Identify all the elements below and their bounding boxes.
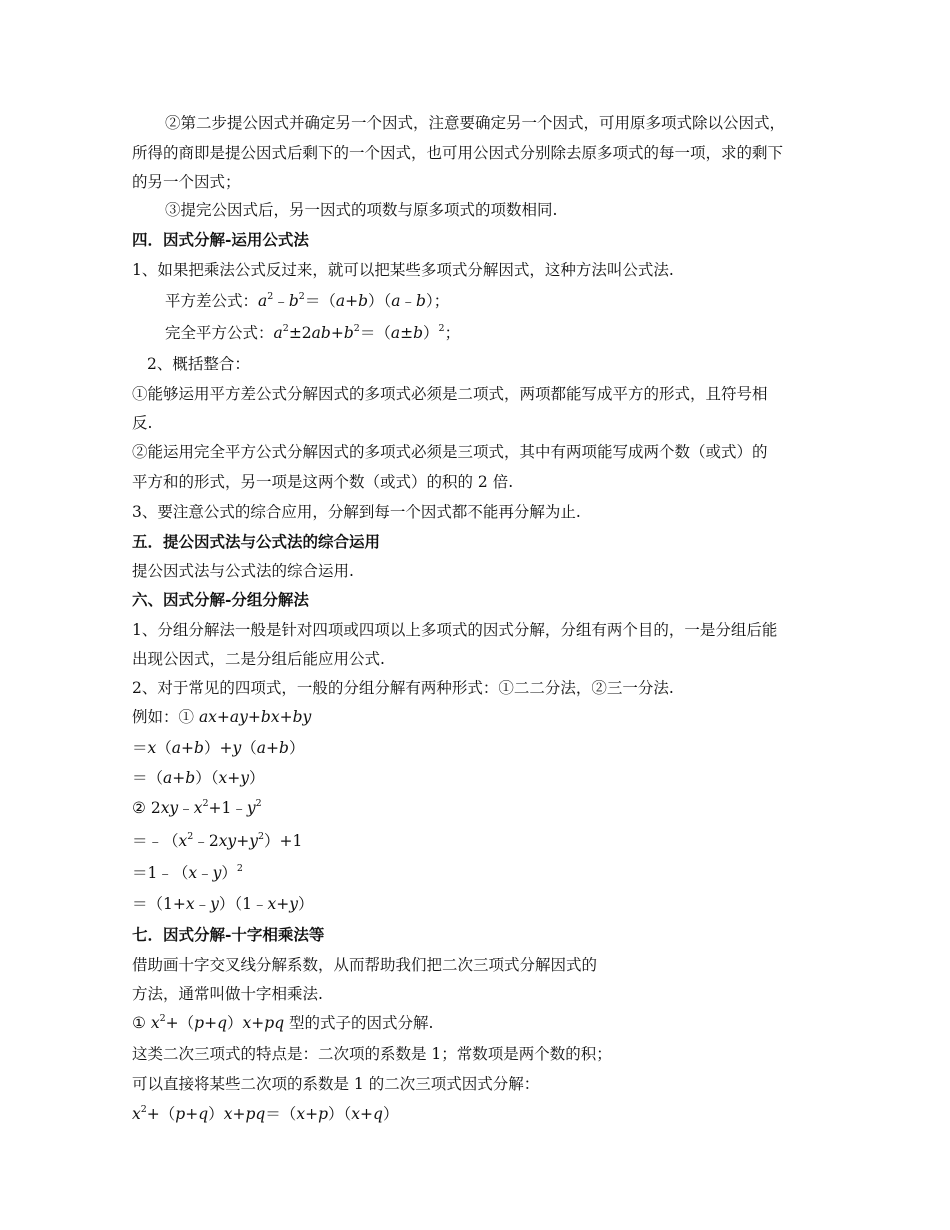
text-line: ②能运用完全平方公式分解因式的多项式必须是三项式，其中有两项能写成两个数（或式）的 [132,443,768,461]
text-line: 平方和的形式，另一项是这两个数（或式）的积的 2 倍. [132,473,514,491]
text-line: ①能够运用平方差公式分解因式的多项式必须是二项式，两项都能写成平方的形式，且符号相 [132,385,768,403]
cross-multiplication-type: ① $x^2+(p+q)x+pq$ 型的式子的因式分解. [132,1012,434,1032]
text-line: 这类二次三项式的特点是：二次项的系数是 1；常数项是两个数的积； [132,1045,612,1063]
example-2-step-2: ＝1﹣（x﹣y）$^2$ [132,862,243,882]
example-line [132,707,822,727]
cross-multiplication-formula: $x^2+(p+q)x+pq=(x+p)(x+q)$ [132,1103,399,1123]
example-1-step-2: ＝（a+b）（x+y） [132,769,265,787]
formula-line [165,323,855,343]
formula-perfect-square: 完全平方公式：$a^2\pm 2ab+b^2=(a\pm b)^2$； [165,322,461,342]
example-line [132,831,822,851]
text-line: 1、如果把乘法公式反过来，就可以把某些多项式分解因式，这种方法叫公式法. [132,261,674,279]
example-1-step-1: ＝x（a+b）+y（a+b） [132,739,305,757]
example-1-formula: 例如：① ax+ay+bx+by [132,708,312,726]
example-2-step-3: ＝（1+x﹣y）（1﹣x+y） [132,895,314,913]
formula-line [132,1104,822,1124]
formula-difference-of-squares: 平方差公式：$a^2﹣b^2=(a+b)(a﹣b)$； [165,290,450,310]
example-line [132,863,822,883]
section-heading: 七．因式分解-十字相乘法等 [132,925,325,944]
text-line: 的另一个因式； [132,173,241,191]
text-line: 可以直接将某些二次项的系数是 1 的二次三项式因式分解： [132,1075,540,1093]
text-line: 2、对于常见的四项式，一般的分组分解有两种形式：①二二分法，②三一分法. [132,679,674,697]
text-line: 2、概括整合： [147,355,250,373]
text-line: ③提完公因式后，另一因式的项数与原多项式的项数相同. [165,201,558,219]
text-line: ②第二步提公因式并确定另一个因式，注意要确定另一个因式，可用原多项式除以公因式， [165,114,786,132]
text-line: 1、分组分解法一般是针对四项或四项以上多项式的因式分解，分组有两个目的，一是分组后能 [132,621,778,639]
example-line [132,894,822,914]
example-line [132,798,822,818]
example-2-formula: ② $2xy﹣x^2+1﹣y^2$ [132,797,262,817]
section-heading: 六、因式分解-分组分解法 [132,590,309,609]
section-heading: 四．因式分解-运用公式法 [132,230,309,249]
text-line: 所得的商即是提公因式后剩下的一个因式，也可用公因式分别除去原多项式的每一项，求的剩下 [132,144,784,162]
text-line: 出现公因式，二是分组后能应用公式. [132,650,385,668]
text-line: 反. [132,414,153,432]
formula-line [132,1013,822,1033]
text-line: 提公因式法与公式法的综合运用. [132,562,354,580]
section-heading: 五．提公因式法与公式法的综合运用 [132,532,381,551]
formula-line [165,291,855,311]
example-line [132,768,822,788]
example-line [132,738,822,758]
text-line: 借助画十字交叉线分解系数，从而帮助我们把二次三项式分解因式的 [132,956,598,974]
example-2-step-1: $=﹣(x^2﹣2xy+y^2)+1$ [132,830,303,850]
text-line: 3、要注意公式的综合应用，分解到每一个因式都不能再分解为止. [132,503,581,521]
text-line: 方法，通常叫做十字相乘法. [132,985,323,1003]
